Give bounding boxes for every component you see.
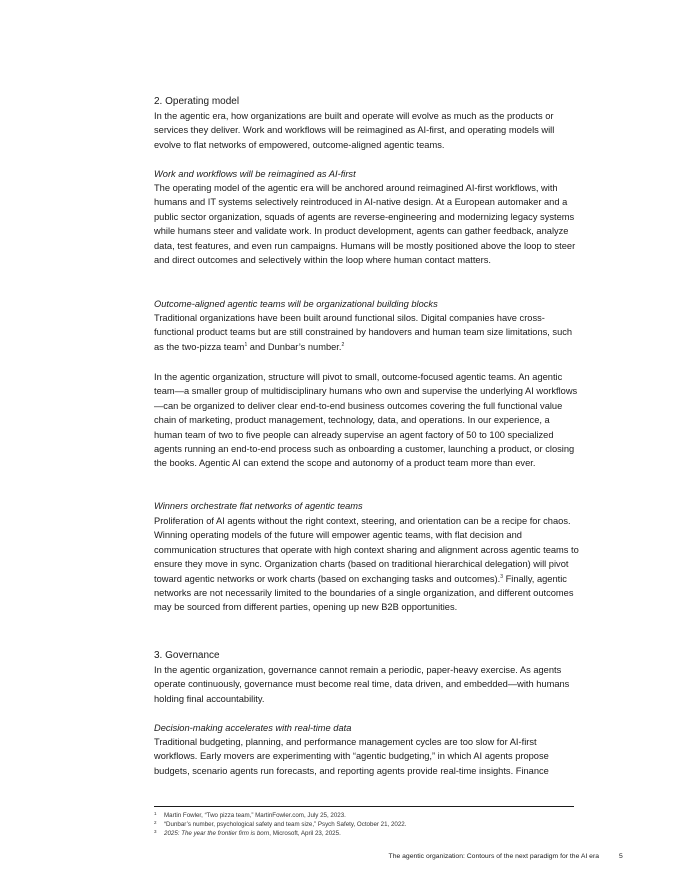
page-number: 5 [619,853,623,860]
agentic-teams-paragraph [154,311,580,354]
footnote-ref-1: 1 [244,341,248,348]
footnote-number: 2 [154,820,157,825]
footnote-source-title: 2025: The year the frontier firm is born [164,830,270,837]
agentic-teams-paragraph-2: In the agentic organization, structure will pivot to small, outcome-focused agentic teams. An agentic team—a smaller group of multidisciplinary humans who own and supervise the underlying AI workflows—can be organized to deliver clear end-to-end business outcomes covering the full functional value chain of marketing, product management, technology, data, and operations. In our experience, a human team of two to five people can already supervise an agent factory of 50 to 100 specialized agents running an end-to-end process such as onboarding a customer, launching a product, or closing the books. Agentic AI can extend the scope and autonomy of a product team more than ever. [154,372,578,469]
agentic-teams-text-a: Traditional organizations have been built around functional silos. Digital companies have cross-functional product teams but are still constrained by handovers and human team size limitations, such as the two-pizza team [154,313,573,352]
section-heading-operating-model: 2. Operating model [154,96,240,107]
footnote-ref-2: 2 [341,341,345,348]
flat-networks-text-a: Proliferation of AI agents without the right context, steering, and orientation can be a recipe for chaos. Winning operating models of the future will empower agentic teams, with flat decision and communication structures that operate with high context sharing and alignment across agentic teams to ensure they move in sync. Organization charts (based on traditional hierarchical delegation) will pivot toward agentic networks or work charts (based on exchanging tasks and outcomes). [154,516,579,584]
footnote-divider [154,806,574,807]
footnote-3 [154,828,341,838]
operating-model-intro: In the agentic era, how organizations are built and operate will evolve as much as the products or services they deliver. Work and workflows will be reimagined as AI-first, and operating models will evolve to flat networks of empowered, outcome-aligned agentic teams. [154,111,555,150]
subheading-real-time-decision: Decision-making accelerates with real-time data [154,723,352,733]
real-time-decision-paragraph: Traditional budgeting, planning, and performance management cycles are too slow for AI-first workflows. Early movers are experimenting with “agentic budgeting,” in which AI agents propose budgets, scenario agents run forecasts, and reporting agents provide real-time insights. Finance [154,737,549,776]
agentic-teams-text-b: and Dunbar’s number. [247,341,342,352]
subheading-flat-networks: Winners orchestrate flat networks of agentic teams [154,501,363,511]
footnote-number: 3 [154,829,157,834]
footnote-text: , Microsoft, April 23, 2025. [269,830,341,837]
footnote-ref-3: 3 [500,573,504,580]
flat-networks-text-b: Finally, agentic networks are not necessarily limited to the boundaries of a single organization, and different outcomes may be sourced from different parties, opening up new B2B opportunities. [154,573,574,613]
running-footer-title: The agentic organization: Contours of the next paradigm for the AI era [388,853,599,860]
ai-first-workflows-paragraph: The operating model of the agentic era will be anchored around reimagined AI-first workflows, with humans and IT systems selectively reintroduced in AI-native design. At a European automaker and a public sector organization, squads of agents are reverse-engineering and modernizing legacy systems while humans steer and validate work. In product development, agents can gather feedback, analyze data, test features, and even run campaigns. Humans will be mostly positioned above the loop to steer and direct outcomes and selectively within the loop where human contact matters. [154,183,576,266]
footnote-text: Martin Fowler, “Two pizza team,” MartinFowler.com, July 25, 2023. [164,812,346,819]
subheading-ai-first-workflows: Work and workflows will be reimagined as AI-first [154,169,356,179]
subheading-agentic-teams: Outcome-aligned agentic teams will be organizational building blocks [154,299,438,309]
footnote-number: 1 [154,811,157,816]
section-heading-governance: 3. Governance [154,650,220,661]
flat-networks-paragraph [154,514,580,615]
governance-intro: In the agentic organization, governance cannot remain a periodic, paper-heavy exercise. As agents operate continuously, governance must become real time, data driven, and embedded—with humans holding final accountability. [154,665,570,704]
footnote-text: “Dunbar’s number, psychological safety and team size,” Psych Safety, October 21, 2022. [164,821,407,828]
